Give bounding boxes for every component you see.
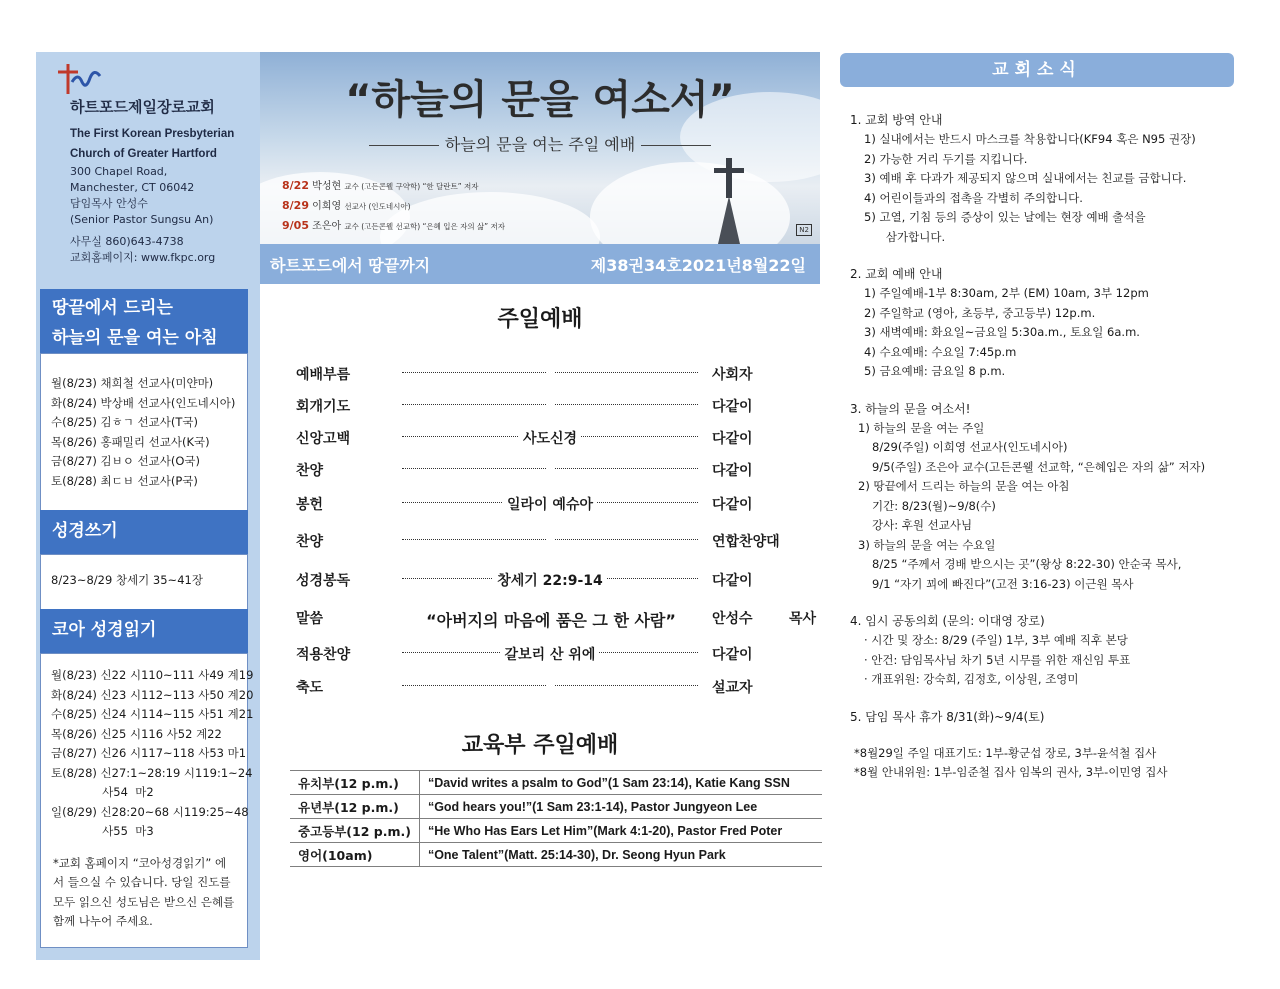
- prayer-item: 화(8/24) 박상배 선교사(인도네시아): [51, 395, 236, 410]
- order-row: 찬양 다같이: [296, 458, 818, 482]
- reading-item: 일(8/29) 신28:20~68 시119:25~48: [51, 804, 249, 819]
- sermon-cell: “God hears you!”(1 Sam 23:1-14), Pastor Jungyeon Lee: [419, 795, 822, 819]
- order-row: 찬양 연합찬양대: [296, 529, 818, 553]
- order-row: 축도 설교자: [296, 675, 818, 699]
- dept-cell: 영어(10am): [290, 843, 419, 867]
- table-row: [290, 819, 822, 843]
- banner-events: [282, 176, 505, 236]
- news-note: *8월 안내위원: 1부-임준철 집사 임복의 권사, 3부-이민영 집사: [854, 765, 1168, 779]
- reading-item: 사55 마3: [51, 824, 154, 838]
- order-row: 회개기도 다같이: [296, 394, 818, 418]
- education-title: 교육부 주일예배: [461, 733, 619, 758]
- news-section-title: 4. 임시 공동의회 (문의: 이대영 장로): [850, 614, 1045, 628]
- order-row: 예배부름 사회자: [296, 362, 818, 386]
- sidebar: [36, 52, 260, 960]
- news-item: 8/29(주일) 이희영 선교사(인도네시아): [872, 440, 1068, 454]
- worship-title: 주일예배: [497, 307, 583, 332]
- address-line-1: 300 Chapel Road,: [70, 165, 168, 178]
- news-item: · 개표위원: 강숙희, 김정호, 이상원, 조영미: [864, 672, 1079, 686]
- reading-note: *교회 홈페이지 “코아성경읽기” 에서 들으실 수 있습니다. 당일 진도를 모두 읽으신 성도님은 받으신 은혜를 함께 나누어 주세요.: [53, 855, 235, 928]
- bible-writing-box: [40, 554, 248, 610]
- banner-bar: [260, 244, 820, 284]
- news-section-title: 3. 하늘의 문을 여소서!: [850, 401, 971, 416]
- news-item: · 시간 및 장소: 8/29 (주일) 1부, 3부 예배 직후 본당: [864, 633, 1128, 647]
- prayer-heading: [40, 289, 248, 353]
- news-item: 4) 어린이들과의 접촉을 각별히 주의합니다.: [864, 190, 1083, 205]
- banner-title: “하늘의 문을 여소서”: [345, 77, 735, 123]
- news-item: 삼가합니다.: [864, 229, 946, 244]
- dept-cell: 중고등부(12 p.m.): [290, 819, 419, 843]
- news-section-title: 5. 담임 목사 휴가 8/31(화)~9/4(토): [850, 709, 1045, 724]
- bible-writing-heading: 성경쓰기: [40, 510, 248, 554]
- news-item: 3) 새벽예배: 화요일~금요일 5:30a.m., 토요일 6a.m.: [864, 325, 1140, 339]
- order-row-sermon: 말씀 “아버지의 마음에 품은 그 한 사람” 안성수 목사: [296, 611, 816, 630]
- sermon-cell: “One Talent”(Matt. 25:14-30), Dr. Seong Hyun Park: [419, 843, 822, 867]
- address-line-2: Manchester, CT 06042: [70, 181, 195, 194]
- prayer-item: 토(8/28) 최ㄷㅂ 선교사(P국): [51, 473, 198, 488]
- prayer-item: 금(8/27) 김ㅂㅇ 선교사(O국): [51, 454, 201, 468]
- church-cross-icon: [700, 152, 760, 244]
- news-item: 8/25 “주께서 경배 받으시는 곳”(왕상 8:22-30) 안순국 목사,: [872, 557, 1182, 571]
- news-item: 1) 실내에서는 반드시 마스크를 착용합니다(KF94 혹은 N95 권장): [864, 132, 1196, 146]
- banner-badge: N2: [796, 224, 812, 236]
- office-phone: 사무실 860)643-4738: [70, 235, 184, 248]
- news-heading: 교회소식: [840, 53, 1234, 87]
- news-section-title: 2. 교회 예배 안내: [850, 267, 943, 281]
- prayer-schedule: [40, 353, 248, 515]
- news-item: 1) 주일예배-1부 8:30am, 2부 (EM) 10am, 3부 12pm: [864, 286, 1149, 300]
- reading-item: 토(8/28) 신27:1~28:19 시119:1~24: [51, 765, 253, 780]
- dept-cell: 유년부(12 p.m.): [290, 795, 419, 819]
- pastor-korean: 담임목사 안성수: [70, 197, 148, 210]
- prayer-item: 월(8/23) 채희철 선교사(미얀마): [51, 376, 214, 390]
- news-note: *8월29일 주일 대표기도: 1부-황군섭 장로, 3부-윤석철 집사: [854, 745, 1157, 760]
- banner-event: 8/29 이희영 선교사 (인도네시아): [282, 199, 411, 212]
- news-subsection: 2) 땅끝에서 드리는 하늘의 문을 여는 아침: [858, 479, 1070, 493]
- news-item: 강사: 후원 선교사님: [872, 518, 973, 532]
- sermon-cell: “David writes a psalm to God”(1 Sam 23:14), Katie Kang SSN: [419, 771, 822, 795]
- church-info: [70, 124, 256, 266]
- reading-item: 사54 마2: [51, 785, 154, 799]
- order-row: 봉헌 일라이 예슈아 다같이: [296, 497, 753, 513]
- news-item: 2) 주일학교 (영아, 초등부, 중고등부) 12p.m.: [864, 305, 1096, 320]
- banner-event: 9/05 조은아 교수 (고든콘웰 선교학) “은혜 입은 자의 삶” 저자: [282, 219, 506, 232]
- news-item: 2) 가능한 거리 두기를 지킵니다.: [864, 151, 1028, 166]
- motto: 하트포드에서 땅끝까지: [270, 256, 431, 275]
- banner: [260, 52, 820, 244]
- news-item: 9/5(주일) 조은아 교수(고든콘웰 선교학, “은혜입은 자의 삶” 저자): [872, 459, 1206, 474]
- bible-writing-line: 8/23~8/29 창세기 35~41장: [51, 573, 203, 587]
- banner-event: 8/22 박성현 교수 (고든콘웰 구약학) “한 달란트” 저자: [282, 179, 479, 192]
- reading-item: 수(8/25) 신24 시114~115 사51 계21: [51, 707, 254, 721]
- church-logo: [52, 60, 252, 116]
- news-section-title: 1. 교회 방역 안내: [850, 113, 943, 127]
- sermon-cell: “He Who Has Ears Let Him”(Mark 4:1-20), Pastor Fred Poter: [419, 819, 822, 843]
- order-row: 적용찬양 갈보리 산 위에 다같이: [296, 647, 753, 663]
- news-list: [850, 110, 1250, 783]
- reading-item: 금(8/27) 신26 시117~118 사53 마1: [51, 746, 247, 760]
- church-name-english-2: Church of Greater Hartford: [70, 148, 217, 160]
- pastor-english: (Senior Pastor Sungsu An): [70, 213, 214, 226]
- news-item: 5) 고열, 기침 등의 증상이 있는 날에는 현장 예배 출석을: [864, 210, 1146, 224]
- news-subsection: 1) 하늘의 문을 여는 주일: [858, 420, 985, 435]
- issue-date: 제38권34호2021년8월22일: [590, 256, 806, 275]
- bible-reading-box: [40, 653, 254, 948]
- table-row: [290, 795, 822, 819]
- education-table: [290, 770, 822, 867]
- prayer-heading-line-1: 땅끝에서 드리는: [52, 298, 173, 318]
- news-item: 기간: 8/23(월)~9/8(수): [872, 498, 996, 513]
- order-row: 신앙고백 사도신경 다같이: [296, 431, 753, 447]
- church-name-english-1: The First Korean Presbyterian: [70, 128, 235, 140]
- reading-item: 목(8/26) 신25 시116 사52 계22: [51, 726, 222, 741]
- table-row: [290, 771, 822, 795]
- table-row: [290, 843, 822, 867]
- prayer-heading-line-2: 하늘의 문을 여는 아침: [52, 328, 218, 348]
- news-item: 3) 예배 후 다과가 제공되지 않으며 실내에서는 친교를 금합니다.: [864, 171, 1187, 185]
- bible-reading-heading: 코아 성경읽기: [40, 609, 248, 653]
- banner-subtitle: 하늘의 문을 여는 주일 예배: [260, 132, 820, 155]
- reading-item: 월(8/23) 신22 시110~111 사49 계19: [51, 668, 254, 682]
- news-item: 5) 금요예배: 금요일 8 p.m.: [864, 364, 1006, 378]
- news-item: 9/1 “자기 꾀에 빠진다”(고전 3:16-23) 이근원 목사: [872, 576, 1134, 591]
- church-name-korean: 하트포드제일장로교회: [70, 98, 215, 116]
- prayer-item: 수(8/25) 김ㅎㄱ 선교사(T국): [51, 415, 198, 429]
- prayer-item: 목(8/26) 홍패밀리 선교사(K국): [51, 434, 210, 449]
- news-subsection: 3) 하늘의 문을 여는 수요일: [858, 537, 996, 552]
- news-item: · 안건: 담임목사님 차기 5년 시무를 위한 재신임 투표: [864, 652, 1131, 667]
- news-item: 4) 수요예배: 수요일 7:45p.m: [864, 344, 1017, 359]
- dept-cell: 유치부(12 p.m.): [290, 771, 419, 795]
- reading-item: 화(8/24) 신23 시112~113 사50 계20: [51, 687, 254, 702]
- homepage-link[interactable]: 교회홈페이지: www.fkpc.org: [70, 251, 216, 264]
- order-row: 성경봉독 창세기 22:9-14 다같이: [296, 573, 753, 589]
